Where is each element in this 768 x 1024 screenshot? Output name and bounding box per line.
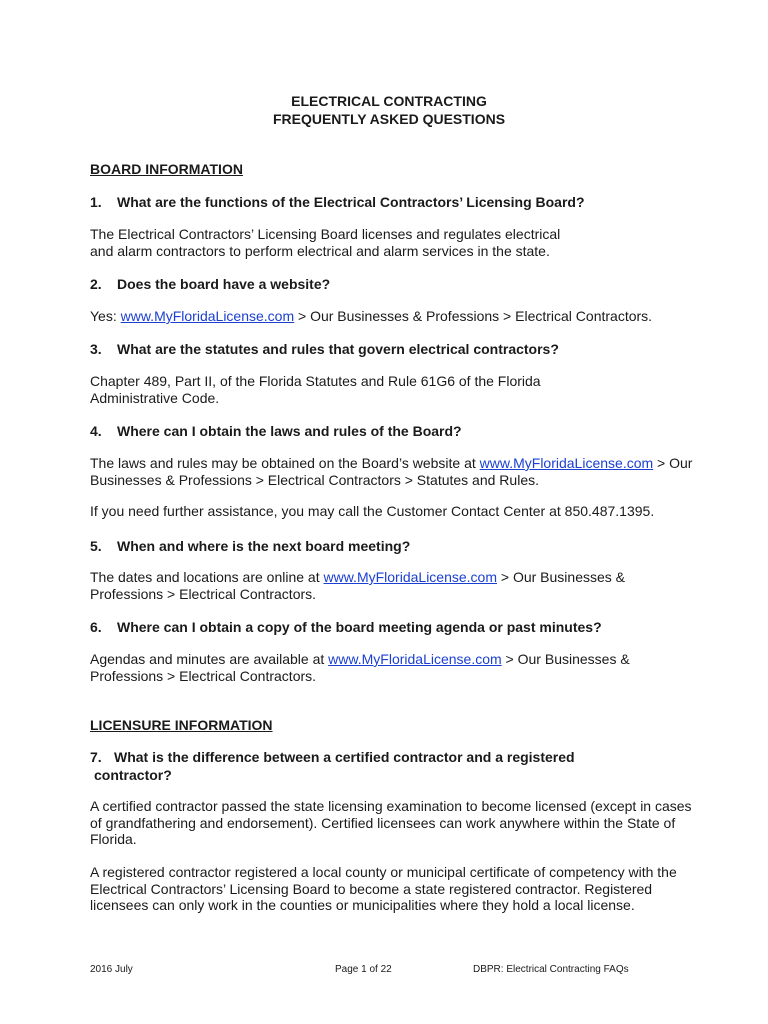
answer-1 [90, 226, 700, 259]
answer-5 [90, 569, 700, 602]
document-subtitle: FREQUENTLY ASKED QUESTIONS [272, 111, 506, 127]
answer-text: > Our Businesses & [497, 569, 626, 585]
footer-document-name: DBPR: Electrical Contracting FAQs [473, 964, 629, 975]
myfloridalicense-link[interactable]: www.MyFloridaLicense.com [328, 651, 502, 667]
question-text: What is the difference between a certified contractor and a registered [114, 749, 575, 765]
question-number: 6. [90, 619, 102, 635]
answer-text: > Our [653, 455, 693, 471]
answer-line: licensees can only work in the counties or municipalities where they hold a local license. [90, 897, 635, 913]
question-number: 3. [90, 341, 102, 357]
answer-line: Businesses & Professions > Electrical Contractors > Statutes and Rules. [90, 471, 539, 488]
answer-line: and alarm contractors to perform electrical and alarm services in the state. [90, 242, 550, 259]
question-3 [90, 340, 690, 358]
question-1 [90, 193, 690, 211]
question-text: What are the functions of the Electrical Contractors’ Licensing Board? [117, 194, 585, 210]
answer-text: Yes: [90, 308, 121, 324]
question-2 [90, 275, 690, 293]
question-number: 4. [90, 423, 102, 439]
answer-line: Professions > Electrical Contractors. [90, 585, 317, 602]
question-number: 5. [90, 538, 102, 554]
answer-text: > Our Businesses & [501, 651, 630, 667]
question-text: Where can I obtain a copy of the board meeting agenda or past minutes? [117, 619, 602, 635]
answer-4-contact: If you need further assistance, you may call the Customer Contact Center at 850.487.1395. [90, 503, 655, 519]
question-text-continued: contractor? [94, 767, 172, 783]
answer-2 [90, 308, 700, 325]
section-board-information: BOARD INFORMATION [90, 161, 243, 177]
question-text: Does the board have a website? [117, 276, 331, 292]
question-text: What are the statutes and rules that govern electrical contractors? [117, 341, 559, 357]
question-6 [90, 618, 690, 636]
question-text: Where can I obtain the laws and rules of the Board? [117, 423, 462, 439]
question-5 [90, 537, 690, 555]
answer-6 [90, 651, 700, 684]
answer-line: A certified contractor passed the state licensing examination to become licensed (except in cases [90, 798, 692, 814]
answer-text: The dates and locations are online at [90, 569, 324, 585]
answer-line: A registered contractor registered a local county or municipal certificate of competency with the [90, 864, 677, 880]
answer-line: The Electrical Contractors’ Licensing Board licenses and regulates electrical [90, 226, 561, 242]
answer-line: Administrative Code. [90, 389, 220, 406]
answer-line: Professions > Electrical Contractors. [90, 667, 317, 684]
footer-date: 2016 July [90, 964, 133, 975]
myfloridalicense-link[interactable]: www.MyFloridaLicense.com [323, 569, 497, 585]
footer-page-number: Page 1 of 22 [335, 964, 392, 975]
answer-text: > Our Businesses & Professions > Electrical Contractors. [294, 308, 653, 324]
question-number: 1. [90, 194, 102, 210]
answer-text: Agendas and minutes are available at [90, 651, 329, 667]
answer-line: Florida. [90, 831, 137, 847]
answer-4 [90, 455, 700, 488]
myfloridalicense-link[interactable]: www.MyFloridaLicense.com [120, 308, 295, 324]
question-7 [90, 748, 690, 784]
answer-7-certified [90, 798, 700, 848]
myfloridalicense-link[interactable]: www.MyFloridaLicense.com [479, 455, 654, 471]
answer-line: Electrical Contractors’ Licensing Board to become a state registered contractor. Registered [90, 880, 653, 897]
question-text: When and where is the next board meeting? [117, 538, 411, 554]
question-number: 7. [90, 749, 102, 765]
question-number: 2. [90, 276, 102, 292]
answer-line: of grandfathering and endorsement). Certified licensees can work anywhere within the State of [90, 814, 676, 831]
answer-line: Chapter 489, Part II, of the Florida Statutes and Rule 61G6 of the Florida [90, 373, 541, 389]
answer-7-registered [90, 864, 700, 914]
question-4 [90, 422, 690, 440]
section-licensure-information: LICENSURE INFORMATION [90, 717, 273, 733]
answer-3 [90, 373, 700, 406]
answer-text: The laws and rules may be obtained on the Board’s website at [90, 455, 480, 471]
document-title: ELECTRICAL CONTRACTING [291, 93, 487, 109]
